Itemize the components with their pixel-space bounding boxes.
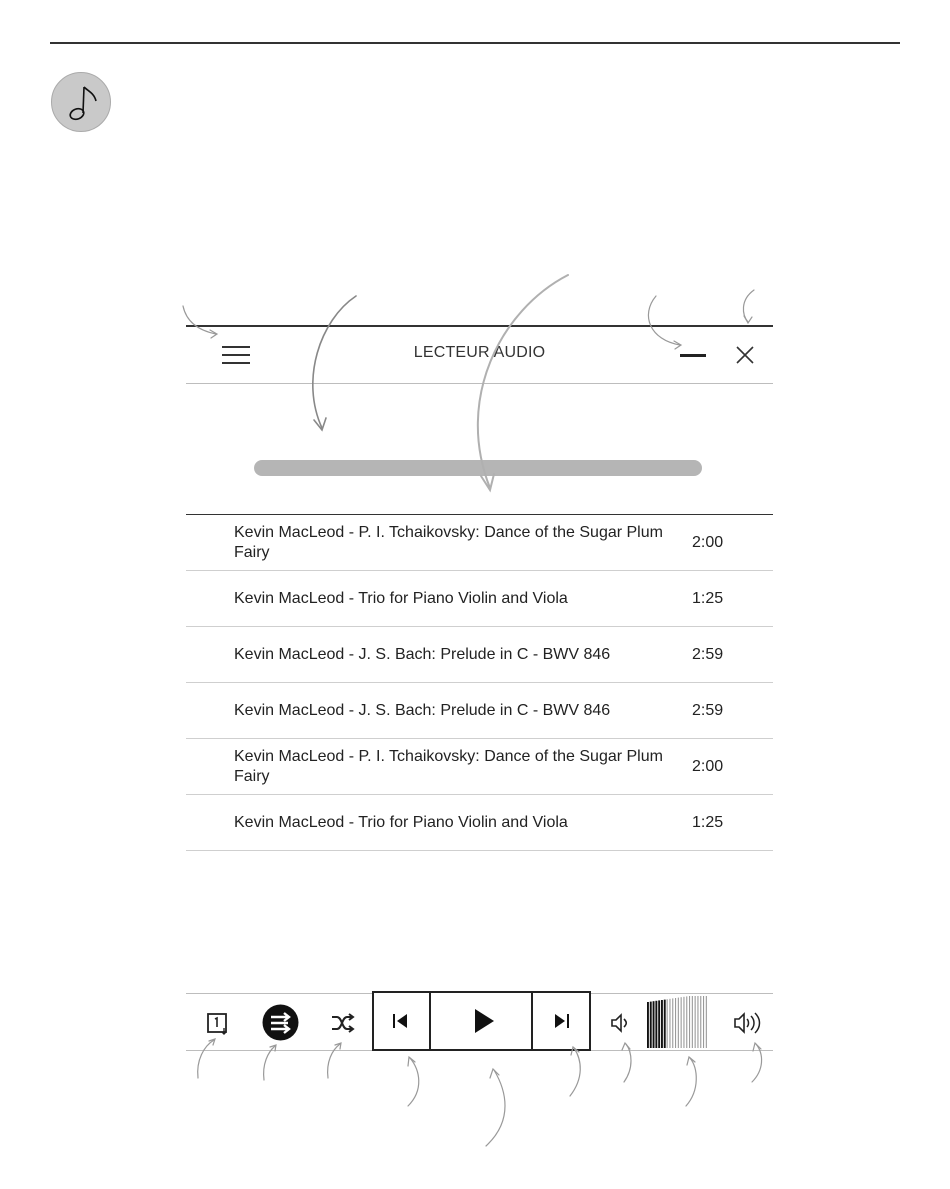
track-duration: 2:00 bbox=[692, 757, 724, 775]
music-note-icon bbox=[52, 73, 112, 133]
next-track-button[interactable] bbox=[531, 991, 591, 1051]
volume-level-bar bbox=[686, 996, 687, 1048]
track-title: Kevin MacLeod - Trio for Piano Violin and Viola bbox=[234, 589, 568, 607]
track-title: Kevin MacLeod - Trio for Piano Violin and Viola bbox=[234, 813, 568, 831]
play-icon bbox=[431, 993, 532, 1049]
track-duration: 1:25 bbox=[692, 589, 724, 607]
volume-level-bar bbox=[678, 998, 679, 1048]
track-duration: 2:00 bbox=[692, 533, 724, 551]
playlist-row[interactable] bbox=[186, 795, 773, 851]
volume-level-bar bbox=[697, 996, 698, 1048]
playlist-row[interactable] bbox=[186, 515, 773, 571]
callout-arrow-menu bbox=[183, 306, 216, 334]
callout-arrow-close bbox=[743, 290, 754, 322]
volume-level-bar bbox=[669, 999, 670, 1048]
volume-up-icon[interactable] bbox=[733, 1010, 763, 1036]
track-duration: 1:25 bbox=[692, 813, 724, 831]
volume-level-bar bbox=[689, 996, 690, 1048]
callout-arrow-order bbox=[264, 1046, 275, 1080]
volume-down-icon[interactable] bbox=[610, 1012, 632, 1034]
previous-track-button[interactable] bbox=[372, 991, 432, 1051]
header-divider bbox=[186, 383, 773, 384]
playlist-row[interactable] bbox=[186, 739, 773, 795]
volume-level-bar bbox=[647, 1002, 649, 1048]
page-top-rule bbox=[50, 42, 900, 44]
playlist-order-icon[interactable] bbox=[262, 1004, 299, 1041]
callout-arrow-next bbox=[570, 1048, 580, 1096]
volume-level-bar bbox=[675, 998, 676, 1048]
volume-level-slider[interactable] bbox=[645, 994, 711, 1050]
callout-arrow-repeat bbox=[198, 1040, 214, 1078]
track-title: Kevin MacLeod - P. I. Tchaikovsky: Dance of the Sugar Plum Fairy bbox=[234, 523, 663, 561]
playlist-row[interactable] bbox=[186, 627, 773, 683]
callout-arrow-play bbox=[486, 1070, 505, 1146]
volume-level-bar bbox=[695, 996, 696, 1048]
volume-level-bar bbox=[681, 997, 682, 1048]
playlist-row[interactable] bbox=[186, 683, 773, 739]
callout-arrow-progress bbox=[313, 296, 356, 428]
track-progress-bar[interactable] bbox=[254, 460, 702, 476]
music-note-badge bbox=[51, 72, 111, 132]
volume-level-bar bbox=[655, 1001, 657, 1048]
volume-level-bar bbox=[703, 996, 704, 1048]
track-duration: 2:59 bbox=[692, 645, 724, 663]
volume-level-bar bbox=[667, 999, 668, 1048]
playlist bbox=[186, 514, 773, 851]
volume-level-bar bbox=[706, 996, 707, 1048]
repeat-one-icon[interactable] bbox=[205, 1010, 231, 1036]
volume-level-bar bbox=[683, 997, 684, 1048]
minimize-icon[interactable] bbox=[680, 344, 708, 366]
volume-level-bar bbox=[700, 996, 701, 1048]
track-title: Kevin MacLeod - P. I. Tchaikovsky: Dance of the Sugar Plum Fairy bbox=[234, 747, 663, 785]
volume-level-bar bbox=[664, 1000, 666, 1048]
play-button[interactable] bbox=[429, 991, 534, 1051]
close-icon[interactable] bbox=[732, 342, 758, 368]
player-window-top-border bbox=[186, 325, 773, 327]
volume-level-bar bbox=[653, 1001, 655, 1048]
skip-next-icon bbox=[533, 993, 589, 1049]
skip-previous-icon bbox=[374, 993, 430, 1049]
player-title: LECTEUR AUDIO bbox=[413, 344, 546, 361]
track-title: Kevin MacLeod - J. S. Bach: Prelude in C - BWV 846 bbox=[234, 701, 611, 719]
volume-level-bar bbox=[658, 1000, 660, 1048]
playlist-row[interactable] bbox=[186, 571, 773, 627]
callout-arrow-position bbox=[478, 275, 568, 488]
volume-level-bar bbox=[661, 1000, 663, 1048]
track-duration: 2:59 bbox=[692, 701, 724, 719]
callout-arrow-minimize bbox=[648, 296, 680, 345]
volume-level-bar bbox=[650, 1002, 652, 1048]
volume-level-bar bbox=[692, 996, 693, 1048]
callout-arrow-previous bbox=[408, 1058, 419, 1106]
track-title: Kevin MacLeod - J. S. Bach: Prelude in C - BWV 846 bbox=[234, 645, 611, 663]
callout-arrow-volume-slider bbox=[686, 1058, 696, 1106]
shuffle-icon[interactable] bbox=[330, 1012, 356, 1034]
volume-level-bar bbox=[672, 998, 673, 1048]
